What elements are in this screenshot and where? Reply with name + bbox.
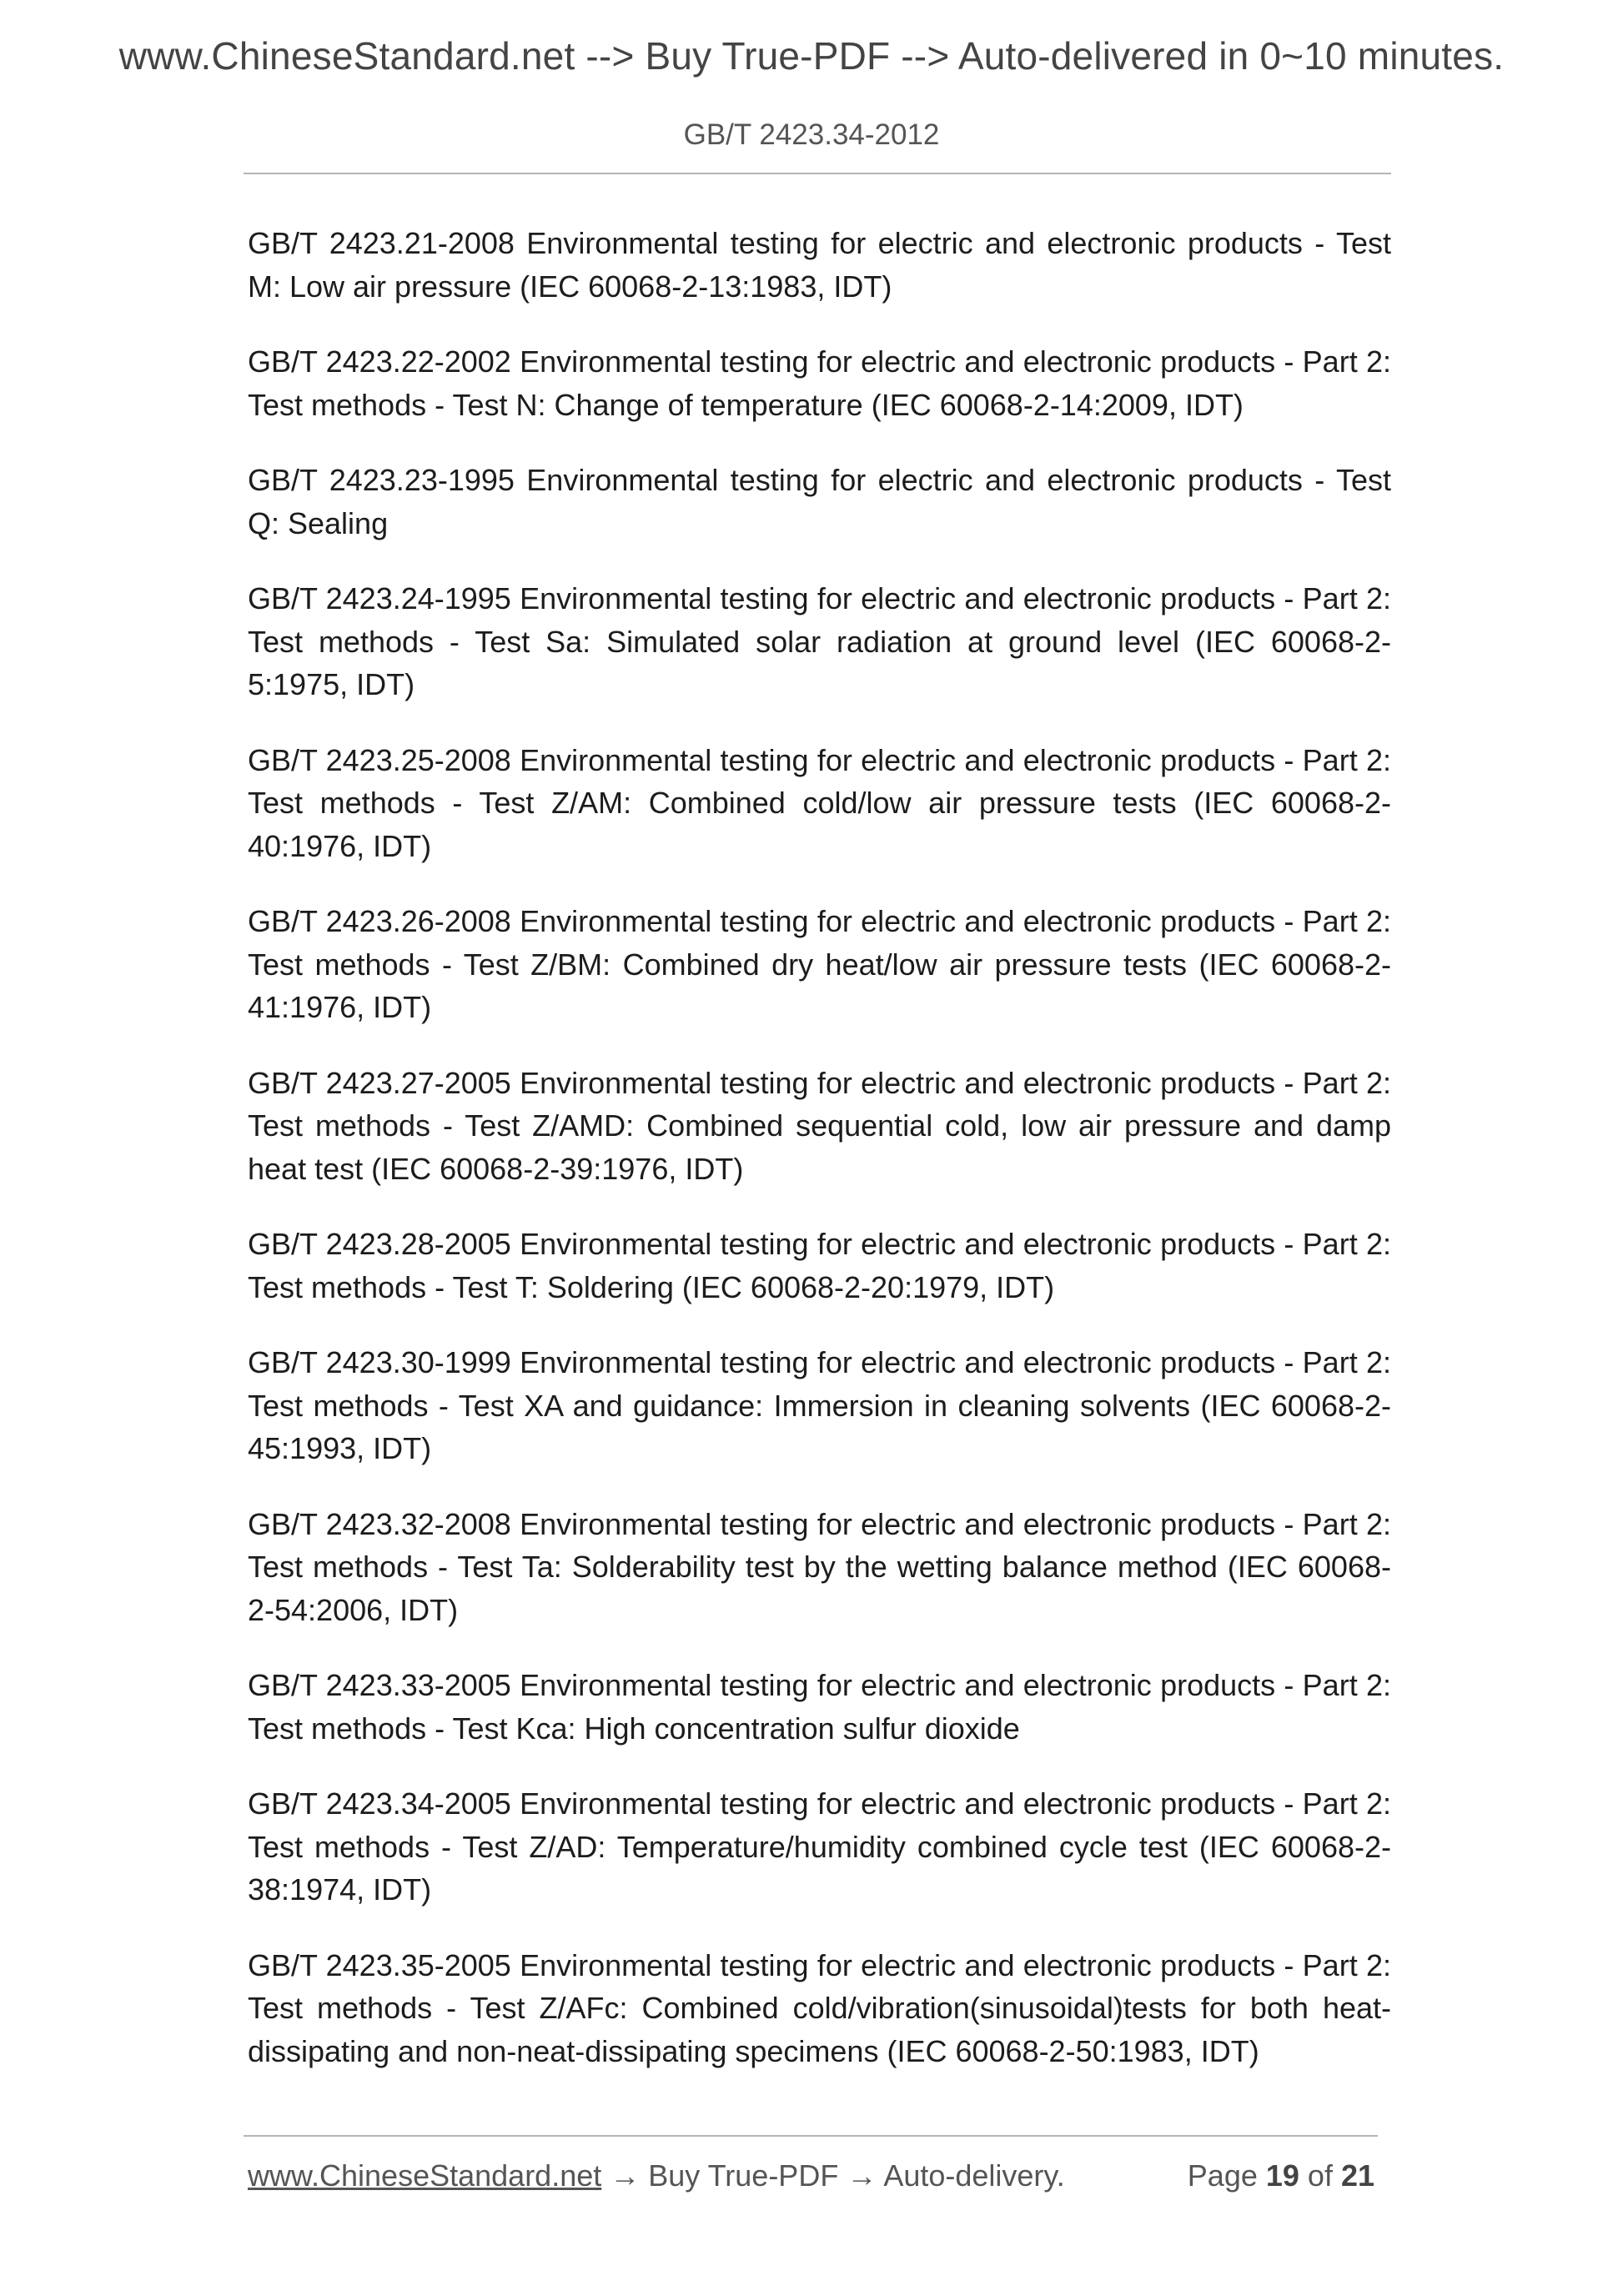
footer-divider <box>244 2135 1378 2137</box>
reference-item: GB/T 2423.22-2002 Environmental testing for electric and electronic products - Part 2: Test methods - Test N: Change of temperature (IEC 60068-2-14:2009, IDT) <box>248 344 1391 422</box>
page-indicator <box>1188 2158 1374 2193</box>
reference-item: GB/T 2423.23-1995 Environmental testing for electric and electronic products - Test Q: Sealing <box>248 463 1391 540</box>
reference-item: GB/T 2423.27-2005 Environmental testing for electric and electronic products - Part 2: Test methods - Test Z/AMD: Combined sequential cold, low air pressure and damp heat test (IEC 60068-2-39:1976, IDT) <box>248 1065 1391 1186</box>
reference-item: GB/T 2423.21-2008 Environmental testing for electric and electronic products - Test M: Low air pressure (IEC 60068-2-13:1983, IDT) <box>248 226 1391 304</box>
current-page-number: 19 <box>1265 2158 1299 2193</box>
reference-item: GB/T 2423.28-2005 Environmental testing for electric and electronic products - Part 2: Test methods - Test T: Soldering (IEC 60068-2-20:1979, IDT) <box>248 1227 1391 1304</box>
footer-site-link[interactable]: www.ChineseStandard.net <box>248 2158 602 2193</box>
reference-item: GB/T 2423.24-1995 Environmental testing for electric and electronic products - Part 2: Test methods - Test Sa: Simulated solar radiation at ground level (IEC 60068-2-5:1975, IDT) <box>248 581 1391 701</box>
page-label: Page <box>1187 2158 1258 2193</box>
reference-item: GB/T 2423.33-2005 Environmental testing for electric and electronic products - Part 2: Test methods - Test Kca: High concentration sulfur dioxide <box>248 1668 1391 1746</box>
normative-references-list <box>248 222 1391 2105</box>
reference-item: GB/T 2423.35-2005 Environmental testing for electric and electronic products - Part 2: Test methods - Test Z/AFc: Combined cold/vibration(sinusoidal)tests for both heat-dissipating and non-neat-dissipating specimens (IEC 60068-2-50:1983, IDT) <box>248 1947 1391 2068</box>
reference-item: GB/T 2423.32-2008 Environmental testing for electric and electronic products - Part 2: Test methods - Test Ta: Solderability test by the wetting balance method (IEC 60068-2-54:2006, IDT) <box>248 1506 1391 1627</box>
footer-tagline: → Buy True-PDF → Auto-delivery. <box>610 2158 1065 2193</box>
header-divider <box>244 173 1391 174</box>
reference-item: GB/T 2423.30-1999 Environmental testing for electric and electronic products - Part 2: Test methods - Test XA and guidance: Immersion in cleaning solvents (IEC 60068-2-45:1993, IDT) <box>248 1345 1391 1465</box>
top-banner: www.ChineseStandard.net --> Buy True-PDF --> Auto-delivered in 0~10 minutes. <box>118 34 1505 78</box>
reference-item: GB/T 2423.26-2008 Environmental testing for electric and electronic products - Part 2: Test methods - Test Z/BM: Combined dry heat/low air pressure tests (IEC 60068-2-41:1976, IDT) <box>248 904 1391 1024</box>
document-id-header: GB/T 2423.34-2012 <box>683 118 940 151</box>
reference-item: GB/T 2423.25-2008 Environmental testing for electric and electronic products - Part 2: Test methods - Test Z/AM: Combined cold/low air pressure tests (IEC 60068-2-40:1976, IDT) <box>248 742 1391 863</box>
footer-promo <box>248 2158 1065 2193</box>
page-of-label: of <box>1307 2158 1333 2193</box>
reference-item: GB/T 2423.34-2005 Environmental testing for electric and electronic products - Part 2: Test methods - Test Z/AD: Temperature/humidity combined cycle test (IEC 60068-2-38:1974, IDT) <box>248 1786 1391 1907</box>
total-pages-number: 21 <box>1340 2158 1374 2193</box>
